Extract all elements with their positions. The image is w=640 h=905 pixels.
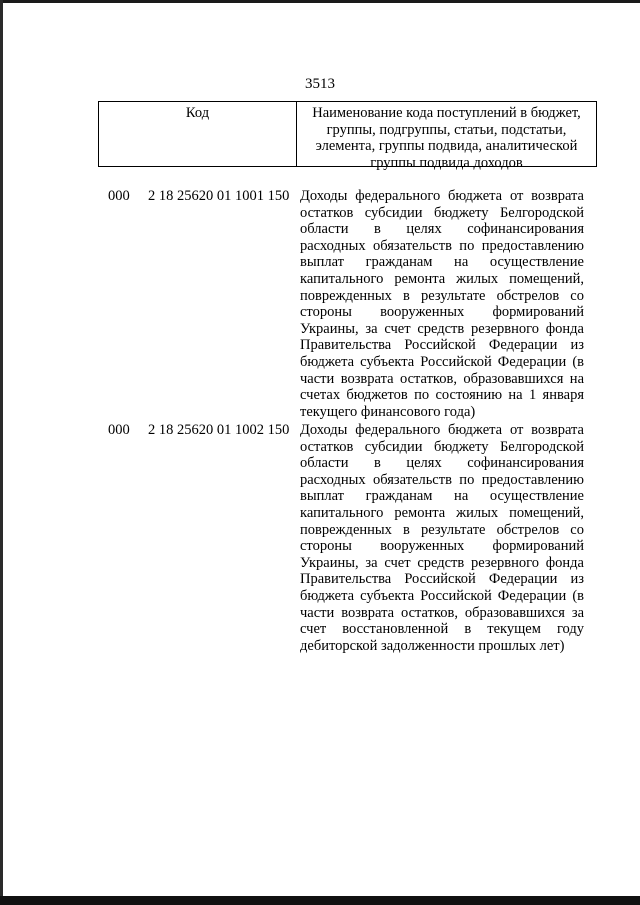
row-description: Доходы федерального бюджета от возврата остатков субсидии бюджету Белгородской области в целях софинансирования расходных обязательств по предоставлению выплат гражданам на осуществление капитального ремонта жилых помещений, поврежденных в результате обстрелов со стороны вооруженных формирований Украины, за счет средств резервного фонда Правительства Российской Федерации из бюджета субъекта Российской Федерации (в части возврата остатков, образовавшихся на счетах бюджетов по состоянию на 1 января текущего финансового года): [300, 188, 584, 420]
header-code-label: Код: [185, 105, 210, 121]
scan-edge-left: [0, 0, 3, 905]
header-name-label: Наименование кода поступлений в бюджет, группы, подгруппы, статьи, подстатьи, элемента, группы подвида, аналитической группы подвида доходов: [312, 105, 581, 171]
row-admin-code: 000: [108, 188, 130, 204]
row-income-code: 2 18 25620 01 1001 150: [148, 188, 290, 204]
row-admin-code: 000: [108, 422, 130, 438]
page-number: 3513: [305, 76, 335, 92]
scan-edge-bottom: [0, 896, 640, 905]
table-header: [98, 101, 597, 171]
row-income-code: 2 18 25620 01 1002 150: [148, 422, 290, 438]
row-description: Доходы федерального бюджета от возврата остатков субсидии бюджету Белгородской области в целях софинансирования расходных обязательств по предоставлению выплат гражданам на осуществление капитального ремонта жилых помещений, поврежденных в результате обстрелов со стороны вооруженных формирований Украины, за счет средств резервного фонда Правительства Российской Федерации из бюджета субъекта Российской Федерации (в части возврата остатков, образовавшихся за счет восстановленной в текущем году дебиторской задолженности прошлых лет): [300, 422, 584, 654]
scan-edge-top: [0, 0, 640, 3]
